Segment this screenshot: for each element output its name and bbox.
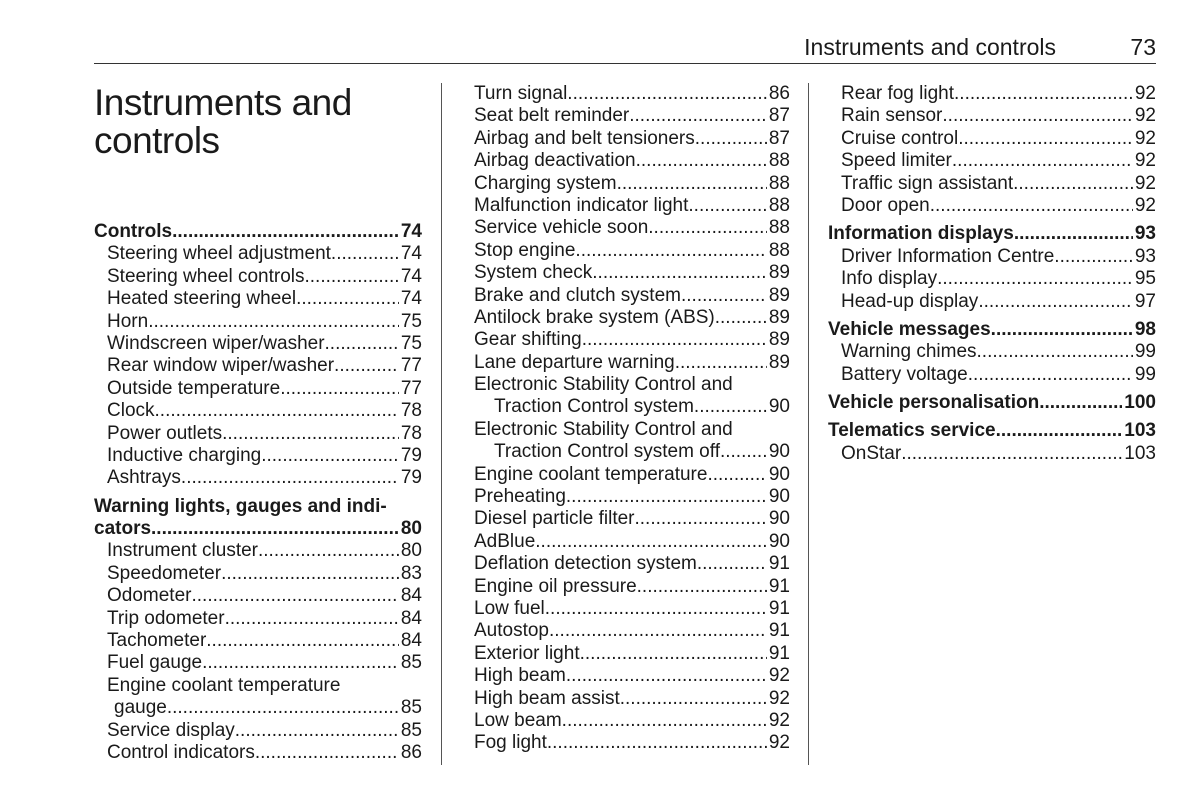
toc-entry-label: Instrument cluster (107, 540, 258, 562)
toc-entry[interactable] (94, 742, 422, 764)
dot-leader (1013, 173, 1133, 195)
dot-leader (566, 665, 767, 687)
toc-entry-page: 74 (400, 265, 422, 287)
toc-entry-page: 80 (400, 540, 422, 562)
dot-leader (545, 598, 767, 620)
toc-entry-page: 93 (1134, 223, 1156, 245)
toc-entry-page: 91 (768, 575, 790, 597)
dot-leader (225, 608, 399, 630)
dot-leader (697, 553, 767, 575)
toc-entry-page: 92 (768, 732, 790, 754)
toc-entry-label: Service display (107, 719, 235, 741)
toc-entry-label: Traffic sign assistant (841, 172, 1014, 194)
dot-leader (968, 364, 1133, 386)
toc-entry-label: Malfunction indicator light (474, 194, 689, 216)
dot-leader (547, 732, 767, 754)
toc-entry[interactable] (474, 128, 790, 150)
toc-entry[interactable] (94, 518, 422, 540)
toc-entry-label: Traction Control system off (494, 441, 720, 463)
toc-entry-page: 90 (768, 463, 790, 485)
dot-leader (688, 195, 766, 217)
dot-leader (155, 400, 399, 422)
toc-entry-label: Exterior light (474, 642, 580, 664)
toc-entry-page: 92 (768, 687, 790, 709)
dot-leader (562, 710, 767, 732)
toc-entry[interactable] (474, 665, 790, 687)
toc-entry-label: Speedometer (107, 562, 222, 584)
toc-entry-page: 99 (1134, 363, 1156, 385)
toc-entry-page: 85 (400, 652, 422, 674)
dot-leader (996, 420, 1123, 442)
toc-entry-label: Low fuel (474, 597, 545, 619)
toc-entry[interactable] (474, 598, 790, 620)
toc-entry-label: Seat belt reminder (474, 105, 630, 127)
toc-entry[interactable] (828, 128, 1156, 150)
dot-leader (715, 307, 767, 329)
toc-entry-label: Info display (841, 268, 938, 290)
toc-entry[interactable] (828, 319, 1156, 341)
dot-leader (325, 333, 399, 355)
toc-entry-page: 93 (1134, 245, 1156, 267)
toc-entry-label: Driver Information Centre (841, 245, 1055, 267)
toc-entry-label: Vehicle personalisation (828, 392, 1040, 414)
toc-entry-label: Steering wheel adjustment (107, 243, 331, 265)
toc-entry[interactable] (474, 620, 790, 642)
dot-leader (549, 620, 767, 642)
toc-entry-page: 78 (400, 400, 422, 422)
toc-entry[interactable] (94, 652, 422, 674)
dot-leader (582, 329, 767, 351)
toc-entry-label: Windscreen wiper/washer (107, 332, 325, 354)
toc-entry-label: cators (94, 518, 152, 540)
dot-leader (181, 467, 399, 489)
dot-leader (206, 630, 399, 652)
toc-entry[interactable] (94, 563, 422, 585)
toc-entry-label: Charging system (474, 172, 617, 194)
toc-entry-label: Airbag deactivation (474, 150, 636, 172)
toc-entry[interactable] (94, 608, 422, 630)
toc-entry[interactable] (94, 333, 422, 355)
toc-entry-label: Fuel gauge (107, 652, 203, 674)
dot-leader (720, 441, 767, 463)
toc-entry[interactable] (828, 341, 1156, 363)
toc-entry-page: 79 (400, 467, 422, 489)
toc-entry-page: 92 (768, 709, 790, 731)
toc-entry-page: 77 (400, 355, 422, 377)
toc-entry-label: AdBlue (474, 530, 536, 552)
toc-entry-page: 92 (768, 665, 790, 687)
dot-leader (172, 221, 399, 243)
dot-leader (575, 240, 766, 262)
toc-entry-label: Rear window wiper/washer (107, 355, 335, 377)
column-divider-2 (808, 83, 809, 765)
toc-entry-page: 88 (768, 150, 790, 172)
dot-leader (958, 128, 1133, 150)
toc-entry[interactable] (94, 400, 422, 422)
dot-leader (1014, 223, 1133, 245)
toc-entry[interactable] (474, 710, 790, 732)
toc-entry[interactable] (474, 441, 790, 463)
dot-leader (954, 83, 1133, 105)
toc-entry-page: 88 (768, 239, 790, 261)
toc-entry[interactable] (474, 105, 790, 127)
toc-entry[interactable] (474, 486, 790, 508)
toc-entry-label: Autostop (474, 620, 549, 642)
dot-leader (635, 508, 767, 530)
dot-leader (331, 243, 399, 265)
toc-entry[interactable] (474, 553, 790, 575)
toc-entry-page: 90 (768, 396, 790, 418)
dot-leader (235, 720, 399, 742)
toc-entry-page: 92 (1134, 194, 1156, 216)
toc-entry-label: Vehicle messages (828, 318, 991, 340)
dot-leader (636, 150, 767, 172)
dot-leader (930, 195, 1133, 217)
toc-entry-page: 103 (1124, 420, 1156, 442)
dot-leader (258, 540, 399, 562)
toc-entry[interactable] (474, 173, 790, 195)
toc-entry-page: 84 (400, 630, 422, 652)
toc-entry-label: Stop engine (474, 239, 576, 261)
toc-entry-label: Odometer (107, 585, 192, 607)
dot-leader (978, 291, 1133, 313)
toc-entry-page: 84 (400, 607, 422, 629)
chapter-title: Instruments and controls (94, 82, 352, 161)
dot-leader (280, 378, 399, 400)
toc-entry[interactable] (828, 443, 1156, 465)
toc-entry[interactable] (828, 268, 1156, 290)
toc-entry-label: OnStar (841, 442, 902, 464)
toc-entry[interactable] (94, 311, 422, 333)
toc-entry[interactable] (94, 266, 422, 288)
toc-entry-page: 97 (1134, 290, 1156, 312)
dot-leader (191, 585, 398, 607)
dot-leader (148, 311, 399, 333)
toc-entry[interactable] (474, 576, 790, 598)
toc-entry[interactable] (474, 307, 790, 329)
toc-entry-page: 91 (768, 553, 790, 575)
toc-entry[interactable] (94, 445, 422, 467)
toc-entry-label: Speed limiter (841, 150, 952, 172)
running-header-title: Instruments and controls (804, 34, 1056, 60)
toc-entry[interactable] (94, 467, 422, 489)
toc-entry-page: 92 (1134, 83, 1156, 104)
dot-leader (222, 423, 399, 445)
toc-entry-page: 89 (768, 306, 790, 328)
toc-entry-label: Battery voltage (841, 363, 968, 385)
toc-entry-page: 75 (400, 310, 422, 332)
toc-column-3 (828, 83, 1156, 465)
dot-leader (977, 341, 1133, 363)
toc-entry-label: Outside temperature (107, 377, 281, 399)
dot-leader (695, 128, 767, 150)
toc-entry-label: Ashtrays (107, 467, 181, 489)
toc-entry-page: 83 (400, 562, 422, 584)
dot-leader (261, 445, 399, 467)
toc-entry-page: 74 (400, 243, 422, 265)
toc-entry[interactable] (474, 643, 790, 665)
toc-entry-page: 91 (768, 620, 790, 642)
header-rule (94, 63, 1156, 64)
toc-entry[interactable] (828, 173, 1156, 195)
toc-entry-page: 98 (1134, 318, 1156, 340)
dot-leader (617, 173, 767, 195)
toc-entry-page: 87 (768, 105, 790, 127)
dot-leader (629, 105, 767, 127)
dot-leader (942, 105, 1132, 127)
toc-line: Electronic Stability Control and (474, 374, 733, 396)
toc-entry-label: Low beam (474, 709, 562, 731)
toc-entry-page: 79 (400, 444, 422, 466)
toc-entry-label: Antilock brake system (ABS) (474, 306, 715, 328)
toc-entry[interactable] (94, 540, 422, 562)
toc-entry-label: Traction Control system (494, 396, 694, 418)
toc-entry[interactable] (474, 217, 790, 239)
toc-entry[interactable] (474, 83, 790, 105)
toc-entry-label: Brake and clutch system (474, 284, 681, 306)
toc-entry-label: Gear shifting (474, 329, 582, 351)
toc-entry-page: 89 (768, 284, 790, 306)
toc-entry-label: Power outlets (107, 422, 223, 444)
toc-entry[interactable] (474, 150, 790, 172)
dot-leader (707, 464, 766, 486)
toc-entry-label: High beam assist (474, 687, 620, 709)
toc-entry-page: 84 (400, 585, 422, 607)
toc-entry-page: 92 (1134, 105, 1156, 127)
toc-entry-page: 90 (768, 486, 790, 508)
toc-entry-page: 87 (768, 127, 790, 149)
toc-entry-label: Rear fog light (841, 83, 955, 104)
toc-entry[interactable] (474, 195, 790, 217)
toc-column-1 (94, 215, 422, 764)
toc-entry-label: Cruise control (841, 127, 959, 149)
toc-entry[interactable] (474, 688, 790, 710)
column-divider-1 (441, 83, 442, 765)
toc-entry-page: 85 (400, 719, 422, 741)
toc-entry[interactable] (94, 423, 422, 445)
toc-entry-label: Telematics service (828, 420, 996, 442)
toc-column-2 (474, 83, 790, 755)
toc-entry-page: 92 (1134, 150, 1156, 172)
toc-entry-page: 89 (768, 262, 790, 284)
toc-entry-page: 74 (400, 221, 422, 242)
toc-entry-label: Airbag and belt tensioners (474, 127, 695, 149)
toc-entry-page: 75 (400, 332, 422, 354)
toc-entry-label: Lane departure warning (474, 351, 675, 373)
toc-entry-page: 80 (400, 518, 422, 540)
toc-entry-page: 92 (1134, 172, 1156, 194)
toc-entry-label: Turn signal (474, 83, 568, 104)
toc-entry-page: 103 (1124, 442, 1156, 464)
dot-leader (567, 83, 767, 105)
dot-leader (1054, 246, 1133, 268)
toc-entry[interactable] (474, 531, 790, 553)
dot-leader (592, 262, 767, 284)
toc-entry-page: 89 (768, 351, 790, 373)
toc-entry-page: 86 (400, 741, 422, 763)
toc-line: Electronic Stability Control and (474, 418, 733, 440)
toc-entry-label: Fog light (474, 732, 547, 754)
toc-entry-label: gauge (114, 697, 167, 719)
toc-entry-label: Service vehicle soon (474, 217, 649, 239)
page-number: 73 (1130, 34, 1156, 60)
toc-entry[interactable] (828, 105, 1156, 127)
toc-entry[interactable] (828, 246, 1156, 268)
toc-entry[interactable] (94, 288, 422, 310)
toc-entry-label: Engine oil pressure (474, 575, 637, 597)
toc-entry-label: Tachometer (107, 630, 207, 652)
toc-entry-label: Information displays (828, 223, 1014, 245)
toc-entry[interactable] (474, 285, 790, 307)
dot-leader (221, 563, 399, 585)
toc-entry[interactable] (828, 195, 1156, 217)
toc-entry[interactable] (828, 150, 1156, 172)
toc-entry-page: 78 (400, 422, 422, 444)
dot-leader (901, 443, 1122, 465)
toc-entry[interactable] (828, 223, 1156, 245)
dot-leader (1039, 392, 1122, 414)
toc-entry[interactable] (94, 378, 422, 400)
dot-leader (937, 268, 1133, 290)
toc-entry[interactable] (94, 720, 422, 742)
dot-leader (167, 697, 399, 719)
dot-leader (648, 217, 767, 239)
dot-leader (952, 150, 1133, 172)
toc-entry-label: Heated steering wheel (107, 288, 297, 310)
toc-line: Engine coolant temperature (107, 674, 341, 696)
toc-entry[interactable] (828, 291, 1156, 313)
dot-leader (675, 352, 767, 374)
toc-entry-page: 90 (768, 530, 790, 552)
toc-entry-page: 92 (1134, 127, 1156, 149)
toc-entry-label: Steering wheel controls (107, 265, 305, 287)
toc-line: Warning lights, gauges and indi- (94, 495, 387, 517)
toc-entry[interactable] (474, 396, 790, 418)
toc-entry[interactable] (474, 262, 790, 284)
toc-entry-page: 88 (768, 217, 790, 239)
toc-entry[interactable] (474, 464, 790, 486)
dot-leader (151, 518, 399, 540)
dot-leader (681, 285, 767, 307)
toc-entry[interactable] (474, 240, 790, 262)
toc-entry[interactable] (94, 697, 422, 719)
dot-leader (566, 486, 767, 508)
toc-entry[interactable] (94, 585, 422, 607)
toc-entry-label: Door open (841, 194, 930, 216)
toc-entry-label: Deflation detection system (474, 553, 697, 575)
toc-entry[interactable] (94, 243, 422, 265)
dot-leader (305, 266, 399, 288)
toc-entry-label: Preheating (474, 486, 566, 508)
toc-entry-label: Rain sensor (841, 105, 943, 127)
toc-entry[interactable] (474, 352, 790, 374)
toc-entry-page: 86 (768, 83, 790, 104)
dot-leader (334, 355, 399, 377)
toc-entry[interactable] (474, 329, 790, 351)
toc-entry-page: 90 (768, 441, 790, 463)
toc-entry-label: High beam (474, 665, 566, 687)
dot-leader (991, 319, 1133, 341)
toc-entry[interactable] (828, 83, 1156, 105)
toc-entry-page: 88 (768, 194, 790, 216)
toc-entry-page: 74 (400, 288, 422, 310)
toc-entry[interactable] (828, 364, 1156, 386)
toc-entry-page: 91 (768, 597, 790, 619)
dot-leader (637, 576, 767, 598)
toc-entry-label: Inductive charging (107, 444, 262, 466)
dot-leader (202, 652, 399, 674)
toc-entry-page: 100 (1124, 392, 1156, 414)
toc-entry-label: Trip odometer (107, 607, 225, 629)
toc-entry-label: Head-up display (841, 290, 979, 312)
toc-entry-page: 99 (1134, 341, 1156, 363)
toc-entry-label: Engine coolant temperature (474, 463, 708, 485)
toc-entry[interactable] (474, 508, 790, 530)
toc-entry-label: System check (474, 262, 593, 284)
dot-leader (296, 288, 399, 310)
toc-entry[interactable] (474, 732, 790, 754)
toc-entry-label: Diesel particle filter (474, 508, 635, 530)
toc-entry-label: Warning chimes (841, 341, 977, 363)
toc-entry-page: 95 (1134, 268, 1156, 290)
toc-entry[interactable] (828, 420, 1156, 442)
dot-leader (535, 531, 767, 553)
toc-entry[interactable] (94, 355, 422, 377)
dot-leader (580, 643, 767, 665)
toc-entry[interactable] (828, 392, 1156, 414)
dot-leader (620, 688, 767, 710)
toc-entry-page: 85 (400, 697, 422, 719)
toc-entry-label: Horn (107, 310, 149, 332)
toc-entry-label: Clock (107, 400, 155, 422)
toc-entry[interactable] (94, 630, 422, 652)
toc-entry-label: Control indicators (107, 741, 255, 763)
dot-leader (694, 396, 767, 418)
toc-entry-page: 77 (400, 377, 422, 399)
toc-entry-page: 91 (768, 642, 790, 664)
toc-entry-page: 88 (768, 172, 790, 194)
toc-entry-page: 90 (768, 508, 790, 530)
toc-entry-label: Controls (94, 221, 173, 242)
toc-entry[interactable] (94, 221, 422, 243)
toc-entry-page: 89 (768, 329, 790, 351)
dot-leader (255, 742, 399, 764)
